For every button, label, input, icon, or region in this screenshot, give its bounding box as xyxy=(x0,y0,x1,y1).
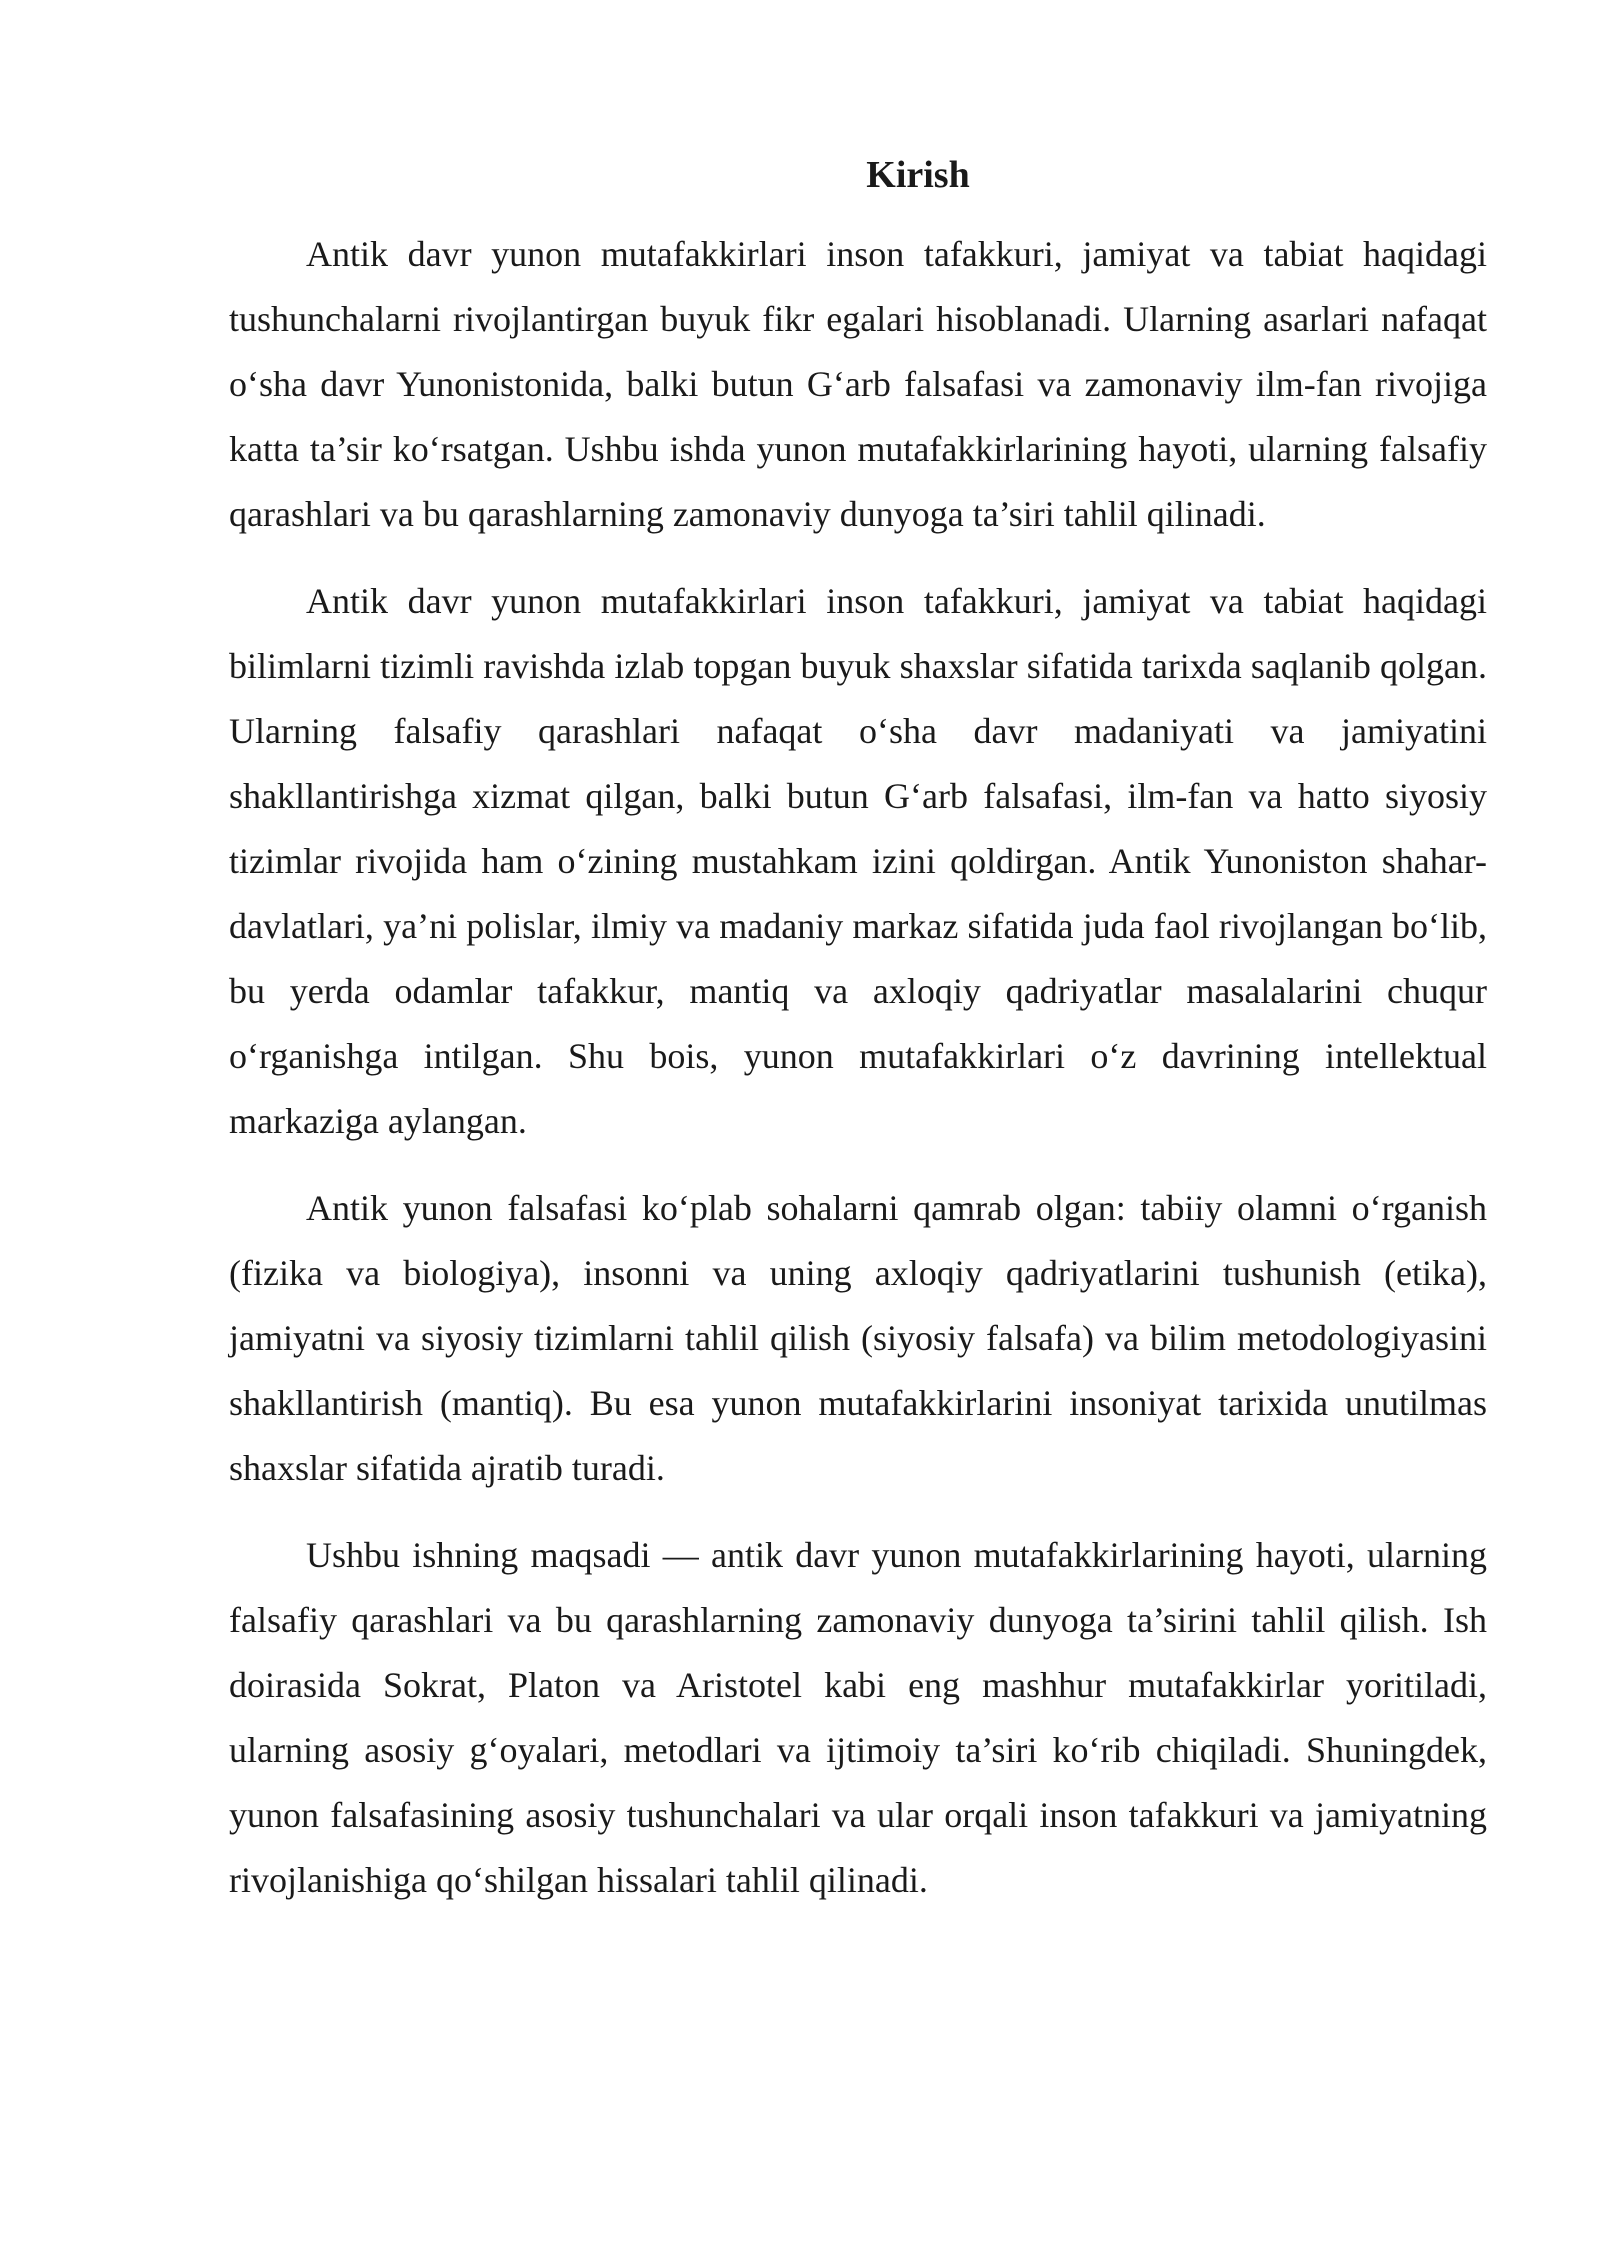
section-title: Kirish xyxy=(866,154,970,196)
paragraph-2: Antik davr yunon mutafakkirlari inson tafakkuri, jamiyat va tabiat haqidagi bilimlarni tizimli ravishda izlab topgan buyuk shaxslar sifatida tarixda saqlanib qolgan. Ularning falsafiy qarashlari nafaqat o‘sha davr madaniyati va jamiyatini shakllantirishga xizmat qilgan, balki butun G‘arb falsafasi, ilm-fan va hatto siyosiy tizimlar rivojida ham o‘zining mustahkam izini qoldirgan. Antik Yunoniston shahar-davlatlari, ya’ni polislar, ilmiy va madaniy markaz sifatida juda faol rivojlangan bo‘lib, bu yerda odamlar tafakkur, mantiq va axloqiy qadriyatlar masalalarini chuqur o‘rganishga intilgan. Shu bois, yunon mutafakkirlari o‘z davrining intellektual markaziga aylangan. xyxy=(229,581,1487,1141)
paragraph-1: Antik davr yunon mutafakkirlari inson tafakkuri, jamiyat va tabiat haqidagi tushunchalarni rivojlantirgan buyuk fikr egalari hisoblanadi. Ularning asarlari nafaqat o‘sha davr Yunonistonida, balki butun G‘arb falsafasi va zamonaviy ilm-fan rivojiga katta ta’sir ko‘rsatgan. Ushbu ishda yunon mutafakkirlarining hayoti, ularning falsafiy qarashlari va bu qarashlarning zamonaviy dunyoga ta’siri tahlil qilinadi. xyxy=(229,234,1487,534)
paragraph-3: Antik yunon falsafasi ko‘plab sohalarni qamrab olgan: tabiiy olamni o‘rganish (fizika va biologiya), insonni va uning axloqiy qadriyatlarini tushunish (etika), jamiyatni va siyosiy tizimlarni tahlil qilish (siyosiy falsafa) va bilim metodologiyasini shakllantirish (mantiq). Bu esa yunon mutafakkirlarini insoniyat tarixida unutilmas shaxslar sifatida ajratib turadi. xyxy=(229,1188,1487,1488)
document-page xyxy=(229,150,1487,1935)
paragraph-4: Ushbu ishning maqsadi — antik davr yunon mutafakkirlarining hayoti, ularning falsafiy qarashlari va bu qarashlarning zamonaviy dunyoga ta’sirini tahlil qilish. Ish doirasida Sokrat, Platon va Aristotel kabi eng mashhur mutafakkirlar yoritiladi, ularning asosiy g‘oyalari, metodlari va ijtimoiy ta’siri ko‘rib chiqiladi. Shuningdek, yunon falsafasining asosiy tushunchalari va ular orqali inson tafakkuri va jamiyatning rivojlanishiga qo‘shilgan hissalari tahlil qilinadi. xyxy=(229,1535,1487,1900)
